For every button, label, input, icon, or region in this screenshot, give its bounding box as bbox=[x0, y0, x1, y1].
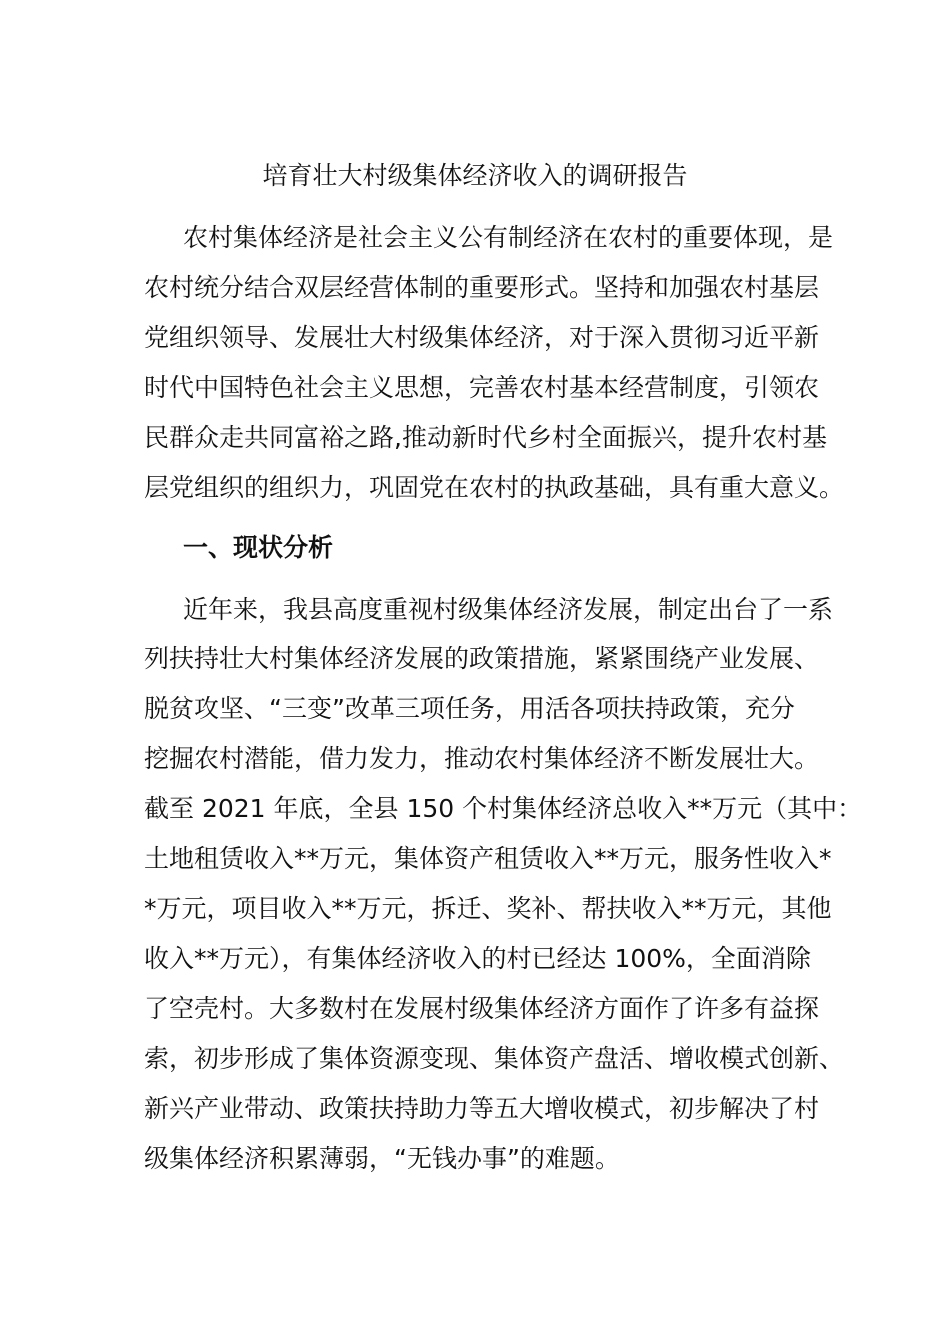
paragraph-line: 脱贫攻坚、“三变”改革三项任务，用活各项扶持政策，充分 bbox=[144, 694, 795, 723]
paragraph-line: 时代中国特色社会主义思想，完善农村基本经营制度，引领农 bbox=[144, 373, 820, 402]
paragraph-line: 挖掘农村潜能，借力发力，推动农村集体经济不断发展壮大。 bbox=[144, 744, 820, 773]
paragraph-line: 土地租赁收入**万元，集体资产租赁收入**万元，服务性收入* bbox=[144, 844, 832, 873]
paragraph-line: 新兴产业带动、政策扶持助力等五大增收模式，初步解决了村 bbox=[144, 1094, 820, 1123]
section-heading: 一、现状分析 bbox=[183, 533, 334, 562]
document-title: 培育壮大村级集体经济收入的调研报告 bbox=[262, 161, 688, 190]
paragraph-line: 了空壳村。大多数村在发展村级集体经济方面作了许多有益探 bbox=[144, 994, 820, 1023]
paragraph-line: 农村统分结合双层经营体制的重要形式。坚持和加强农村基层 bbox=[144, 273, 820, 302]
paragraph-line: 列扶持壮大村集体经济发展的政策措施，紧紧围绕产业发展、 bbox=[144, 644, 820, 673]
paragraph-line: 近年来，我县高度重视村级集体经济发展，制定出台了一系 bbox=[183, 595, 834, 624]
paragraph-line: 农村集体经济是社会主义公有制经济在农村的重要体现，是 bbox=[183, 223, 834, 252]
paragraph-line: *万元，项目收入**万元，拆迁、奖补、帮扶收入**万元，其他 bbox=[144, 894, 832, 923]
paragraph-line: 索，初步形成了集体资源变现、集体资产盘活、增收模式创新、 bbox=[144, 1044, 845, 1073]
paragraph-line: 收入**万元），有集体经济收入的村已经达 100%，全面消除 bbox=[144, 944, 811, 973]
paragraph-line: 民群众走共同富裕之路,推动新时代乡村全面振兴，提升农村基 bbox=[144, 423, 827, 452]
paragraph-line: 级集体经济积累薄弱，“无钱办事”的难题。 bbox=[144, 1144, 620, 1173]
paragraph-line: 党组织领导、发展壮大村级集体经济，对于深入贯彻习近平新 bbox=[144, 323, 820, 352]
paragraph-line: 截至 2021 年底，全县 150 个村集体经济总收入**万元（其中： bbox=[144, 794, 863, 823]
paragraph-line: 层党组织的组织力，巩固党在农村的执政基础，具有重大意义。 bbox=[144, 473, 845, 502]
